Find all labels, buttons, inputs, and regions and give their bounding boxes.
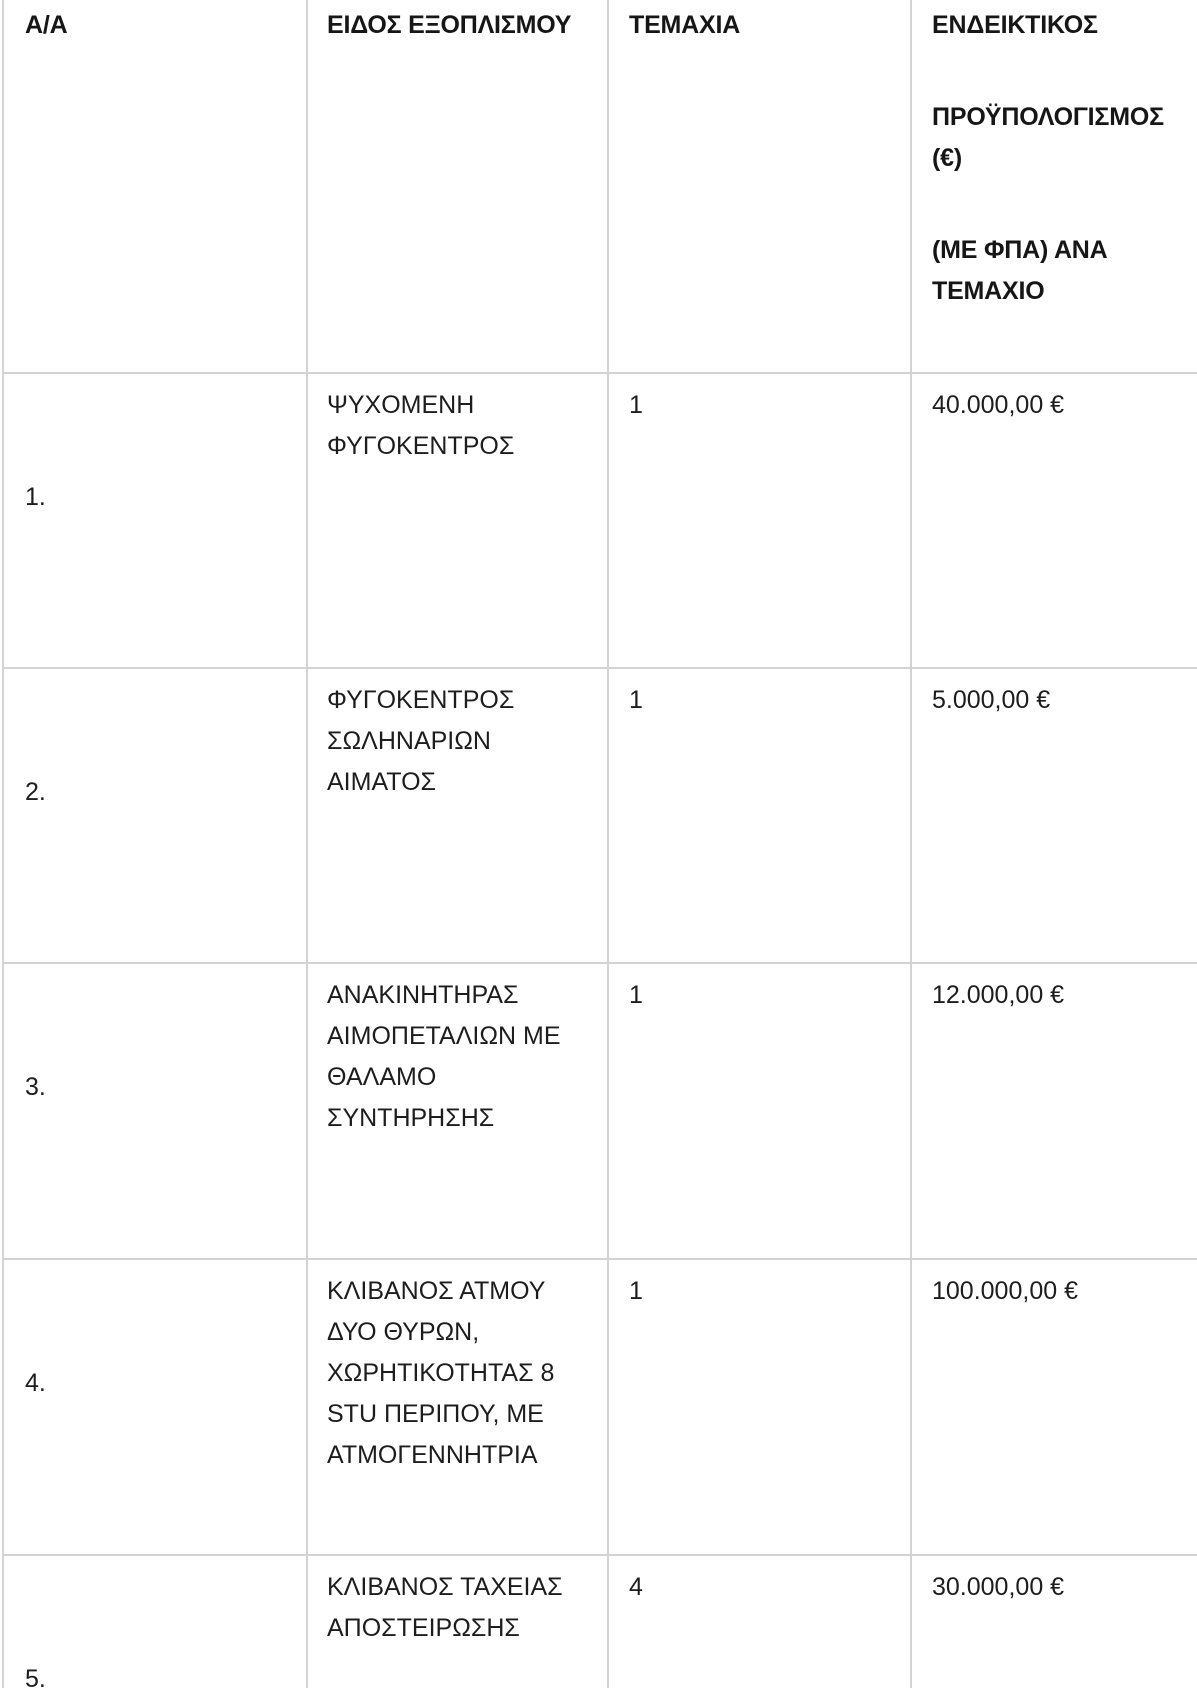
price-cell: 100.000,00 € — [911, 1259, 1197, 1555]
table-row — [3, 963, 1197, 1259]
table-row — [3, 373, 1197, 668]
row-index-cell: 3. — [3, 963, 307, 1259]
header-budget-line: ΠΡΟΫΠΟΛΟΓΙΣΜΟΣ (€) — [932, 103, 1164, 172]
header-budget-line: (ΜΕ ΦΠΑ) ΑΝΑ ΤΕΜΑΧΙΟ — [932, 236, 1108, 305]
item-name-cell: ΚΛΙΒΑΝΟΣ ΑΤΜΟΥ ΔΥΟ ΘΥΡΩΝ, ΧΩΡΗΤΙΚΟΤΗΤΑΣ 8 STU ΠΕΡΙΠΟΥ, ΜΕ ΑΤΜΟΓΕΝΝΗΤΡΙΑ — [307, 1259, 608, 1555]
item-name-cell: ΦΥΓΟΚΕΝΤΡΟΣ ΣΩΛΗΝΑΡΙΩΝ ΑΙΜΑΤΟΣ — [307, 668, 608, 963]
quantity-cell: 1 — [608, 963, 911, 1259]
quantity-cell: 4 — [608, 1555, 911, 1688]
row-index-cell: 4. — [3, 1259, 307, 1555]
equipment-table — [2, 0, 1197, 1688]
table-header-row — [3, 0, 1197, 373]
table-row — [3, 668, 1197, 963]
header-cell-budget — [911, 0, 1197, 373]
item-name-cell: ΑΝΑΚΙΝΗΤΗΡΑΣ ΑΙΜΟΠΕΤΑΛΙΩΝ ΜΕ ΘΑΛΑΜΟ ΣΥΝΤΗΡΗΣΗΣ — [307, 963, 608, 1259]
price-cell: 30.000,00 € — [911, 1555, 1197, 1688]
price-cell: 40.000,00 € — [911, 373, 1197, 668]
item-name-cell: ΨΥΧΟΜΕΝΗ ΦΥΓΟΚΕΝΤΡΟΣ — [307, 373, 608, 668]
quantity-cell: 1 — [608, 373, 911, 668]
table-row — [3, 1555, 1197, 1688]
quantity-cell: 1 — [608, 1259, 911, 1555]
header-cell-index: Α/Α — [3, 0, 307, 373]
table-row — [3, 1259, 1197, 1555]
quantity-cell: 1 — [608, 668, 911, 963]
header-cell-equipment-type: ΕΙΔΟΣ ΕΞΟΠΛΙΣΜΟΥ — [307, 0, 608, 373]
row-index-cell: 2. — [3, 668, 307, 963]
row-index-cell: 5. — [3, 1555, 307, 1688]
price-cell: 12.000,00 € — [911, 963, 1197, 1259]
header-cell-quantity: ΤΕΜΑΧΙΑ — [608, 0, 911, 373]
row-index-cell: 1. — [3, 373, 307, 668]
price-cell: 5.000,00 € — [911, 668, 1197, 963]
item-name-cell: ΚΛΙΒΑΝΟΣ ΤΑΧΕΙΑΣ ΑΠΟΣΤΕΙΡΩΣΗΣ — [307, 1555, 608, 1688]
header-budget-line: ΕΝΔΕΙΚΤΙΚΟΣ — [932, 11, 1098, 39]
